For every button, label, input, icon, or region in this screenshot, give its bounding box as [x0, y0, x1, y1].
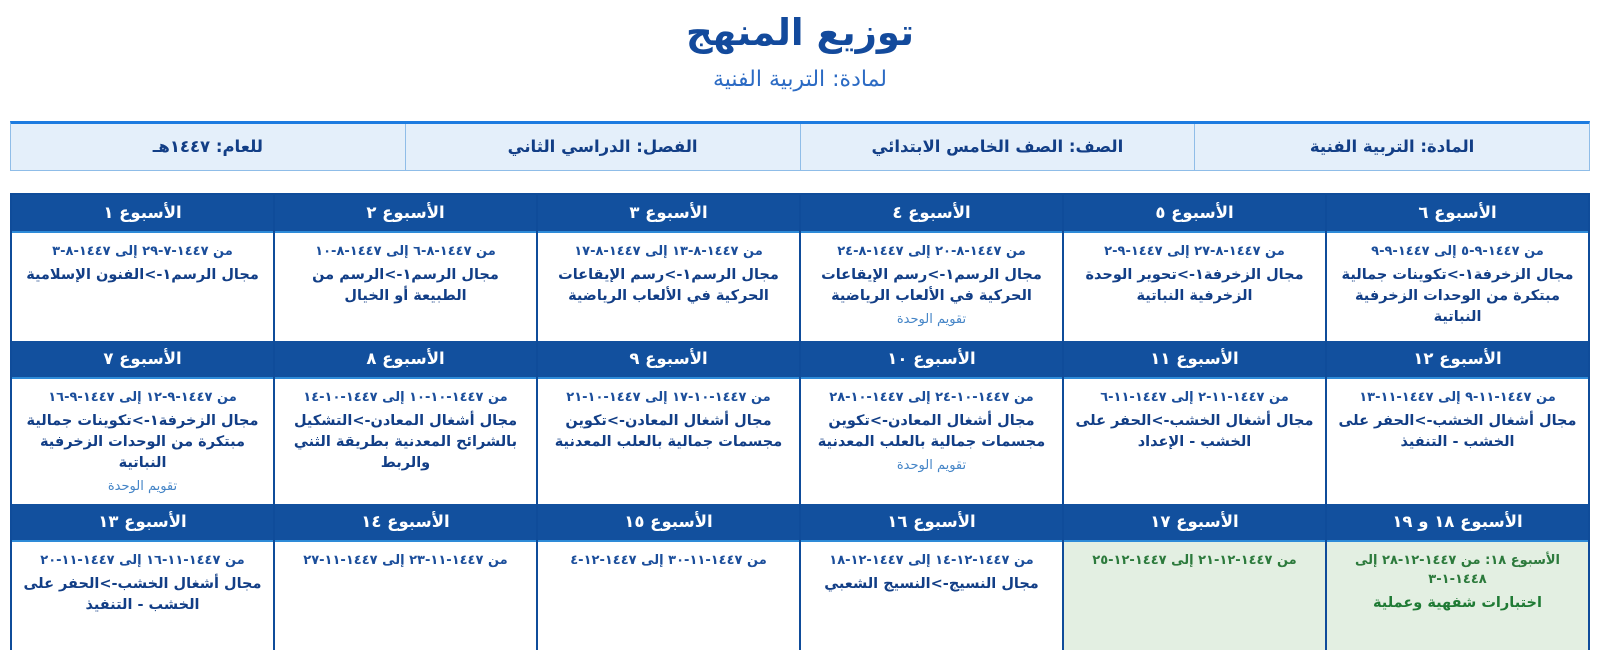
week-cell-16[interactable] [799, 504, 1062, 650]
week-body [12, 233, 273, 341]
week-cell-18-19[interactable] [1325, 504, 1588, 650]
week-date: من ١٤٤٧-١١-٢ إلى ١٤٤٧-١١-٦ [1100, 389, 1289, 405]
week-body [538, 542, 799, 650]
week-date: الأسبوع ١٨: من ١٤٤٧-١٢-٢٨ إلى ١٤٤٨-١-٣ [1355, 553, 1560, 588]
week-header: الأسبوع ٥ [1064, 195, 1325, 233]
week-topic: مجال أشغال المعادن->تكوين مجسمات جمالية بالعلب المعدنية [554, 412, 783, 450]
week-header: الأسبوع ٨ [275, 341, 536, 379]
info-cell-grade: الصف: الصف الخامس الابتدائي [800, 124, 1195, 170]
week-cell-11[interactable] [1062, 341, 1325, 504]
week-topic: مجال أشغال الخشب->الحفر على الخشب - التنفيذ [1338, 412, 1577, 450]
week-header: الأسبوع ١١ [1064, 341, 1325, 379]
week-header: الأسبوع ٤ [801, 195, 1062, 233]
week-date: من ١٤٤٧-١١-٩ إلى ١٤٤٧-١١-١٣ [1359, 389, 1556, 405]
week-topic: مجال أشغال الخشب->الحفر على الخشب - الإعداد [1075, 412, 1314, 450]
week-body [275, 379, 536, 504]
week-body [12, 542, 273, 650]
week-cell-10[interactable] [799, 341, 1062, 504]
page-title: توزيع المنهج [685, 11, 915, 54]
week-date: من ١٤٤٧-١١-٣٠ إلى ١٤٤٧-١٢-٤ [570, 553, 767, 569]
info-cell-subject: المادة: التربية الفنية [1194, 124, 1589, 170]
week-topic: مجال الرسم١->الرسم من الطبيعة أو الخيال [312, 266, 499, 304]
week-note: تقويم الوحدة [896, 311, 967, 327]
week-body [538, 233, 799, 341]
week-header: الأسبوع ١ [12, 195, 273, 233]
info-cell-semester: الفصل: الدراسي الثاني [405, 124, 800, 170]
week-header: الأسبوع ١٨ و ١٩ [1327, 504, 1588, 542]
week-body [801, 379, 1062, 504]
week-cell-4[interactable] [799, 195, 1062, 341]
week-cell-3[interactable] [536, 195, 799, 341]
week-body [1327, 542, 1588, 650]
week-date: من ١٤٤٧-١٠-٢٤ إلى ١٤٤٧-١٠-٢٨ [829, 389, 1034, 405]
week-topic: مجال الزخرفة١->تحوير الوحدة الزخرفية النباتية [1085, 266, 1304, 304]
week-body [275, 542, 536, 650]
week-row [12, 195, 1588, 341]
week-header: الأسبوع ١٦ [801, 504, 1062, 542]
week-body [1064, 542, 1325, 650]
week-header: الأسبوع ١٧ [1064, 504, 1325, 542]
info-cell-year: للعام: ١٤٤٧هـ [152, 137, 264, 157]
week-header: الأسبوع ٧ [12, 341, 273, 379]
week-cell-9[interactable] [536, 341, 799, 504]
week-cell-12[interactable] [1325, 341, 1588, 504]
week-note: تقويم الوحدة [107, 478, 178, 494]
week-topic: مجال أشغال المعادن->التشكيل بالشرائح المعدنية بطريقة الثني والربط [293, 412, 518, 471]
week-date: من ١٤٤٧-٧-٢٩ إلى ١٤٤٧-٨-٣ [52, 243, 233, 259]
page-subtitle: لمادة: التربية الفنية [712, 67, 887, 93]
week-header: الأسبوع ١٤ [275, 504, 536, 542]
week-topic: مجال أشغال الخشب->الحفر على الخشب - التنفيذ [23, 576, 262, 614]
week-body [801, 233, 1062, 341]
week-date: من ١٤٤٧-٩-١٢ إلى ١٤٤٧-٩-١٦ [48, 389, 237, 405]
week-date: من ١٤٤٧-١٢-١٤ إلى ١٤٤٧-١٢-١٨ [829, 553, 1034, 569]
week-date: من ١٤٤٧-٨-٢٧ إلى ١٤٤٧-٩-٢ [1104, 243, 1285, 259]
week-topic: مجال الزخرفة١->تكوينات جمالية مبتكرة من الوحدات الزخرفية النباتية [1341, 266, 1574, 325]
week-topic: اختبارات شفهية وعملية [1373, 594, 1542, 611]
week-body [801, 542, 1062, 650]
week-header: الأسبوع ٦ [1327, 195, 1588, 233]
week-cell-8[interactable] [273, 341, 536, 504]
week-topic: مجال الرسم١->رسم الإيقاعات الحركية في الألعاب الرياضية [558, 266, 779, 304]
week-body [1327, 233, 1588, 341]
week-cell-17[interactable] [1062, 504, 1325, 650]
week-date: من ١٤٤٧-١١-١٦ إلى ١٤٤٧-١١-٢٠ [40, 553, 245, 569]
week-date: من ١٤٤٧-٨-٦ إلى ١٤٤٧-٨-١٠ [315, 243, 496, 259]
week-row [12, 504, 1588, 650]
weeks-grid [10, 193, 1590, 650]
week-row [12, 341, 1588, 504]
week-body [1064, 379, 1325, 504]
week-cell-6[interactable] [1325, 195, 1588, 341]
week-header: الأسبوع ١٢ [1327, 341, 1588, 379]
week-topic: مجال الرسم١->رسم الإيقاعات الحركية في الألعاب الرياضية [821, 266, 1042, 304]
week-header: الأسبوع ٣ [538, 195, 799, 233]
week-body [275, 233, 536, 341]
week-topic: مجال الزخرفة١->تكوينات جمالية مبتكرة من الوحدات الزخرفية النباتية [26, 412, 259, 471]
week-date: من ١٤٤٧-١٢-٢١ إلى ١٤٤٧-١٢-٢٥ [1092, 553, 1297, 569]
week-note: تقويم الوحدة [896, 457, 967, 473]
week-header: الأسبوع ٢ [275, 195, 536, 233]
week-header: الأسبوع ٩ [538, 341, 799, 379]
week-cell-1[interactable] [12, 195, 273, 341]
week-header: الأسبوع ١٠ [801, 341, 1062, 379]
week-header: الأسبوع ١٣ [12, 504, 273, 542]
week-cell-5[interactable] [1062, 195, 1325, 341]
week-date: من ١٤٤٧-١١-٢٣ إلى ١٤٤٧-١١-٢٧ [303, 553, 508, 569]
week-date: من ١٤٤٧-٨-١٣ إلى ١٤٤٧-٨-١٧ [574, 243, 763, 259]
week-header: الأسبوع ١٥ [538, 504, 799, 542]
week-topic: مجال أشغال المعادن->تكوين مجسمات جمالية بالعلب المعدنية [817, 412, 1046, 450]
week-date: من ١٤٤٧-٨-٢٠ إلى ١٤٤٧-٨-٢٤ [837, 243, 1026, 259]
week-date: من ١٤٤٧-١٠-١٠ إلى ١٤٤٧-١٠-١٤ [303, 389, 508, 405]
week-cell-7[interactable] [12, 341, 273, 504]
week-date: من ١٤٤٧-٩-٥ إلى ١٤٤٧-٩-٩ [1371, 243, 1544, 259]
week-topic: مجال النسيج->النسيج الشعبي [824, 576, 1039, 593]
info-bar [10, 121, 1590, 171]
week-cell-15[interactable] [536, 504, 799, 650]
week-body [1064, 233, 1325, 341]
week-body [538, 379, 799, 504]
week-body [1327, 379, 1588, 504]
week-cell-2[interactable] [273, 195, 536, 341]
week-date: من ١٤٤٧-١٠-١٧ إلى ١٤٤٧-١٠-٢١ [566, 389, 771, 405]
week-cell-14[interactable] [273, 504, 536, 650]
week-topic: مجال الرسم١->الفنون الإسلامية [26, 266, 259, 283]
title-block [0, 0, 1600, 95]
week-cell-13[interactable] [12, 504, 273, 650]
week-body [12, 379, 273, 504]
